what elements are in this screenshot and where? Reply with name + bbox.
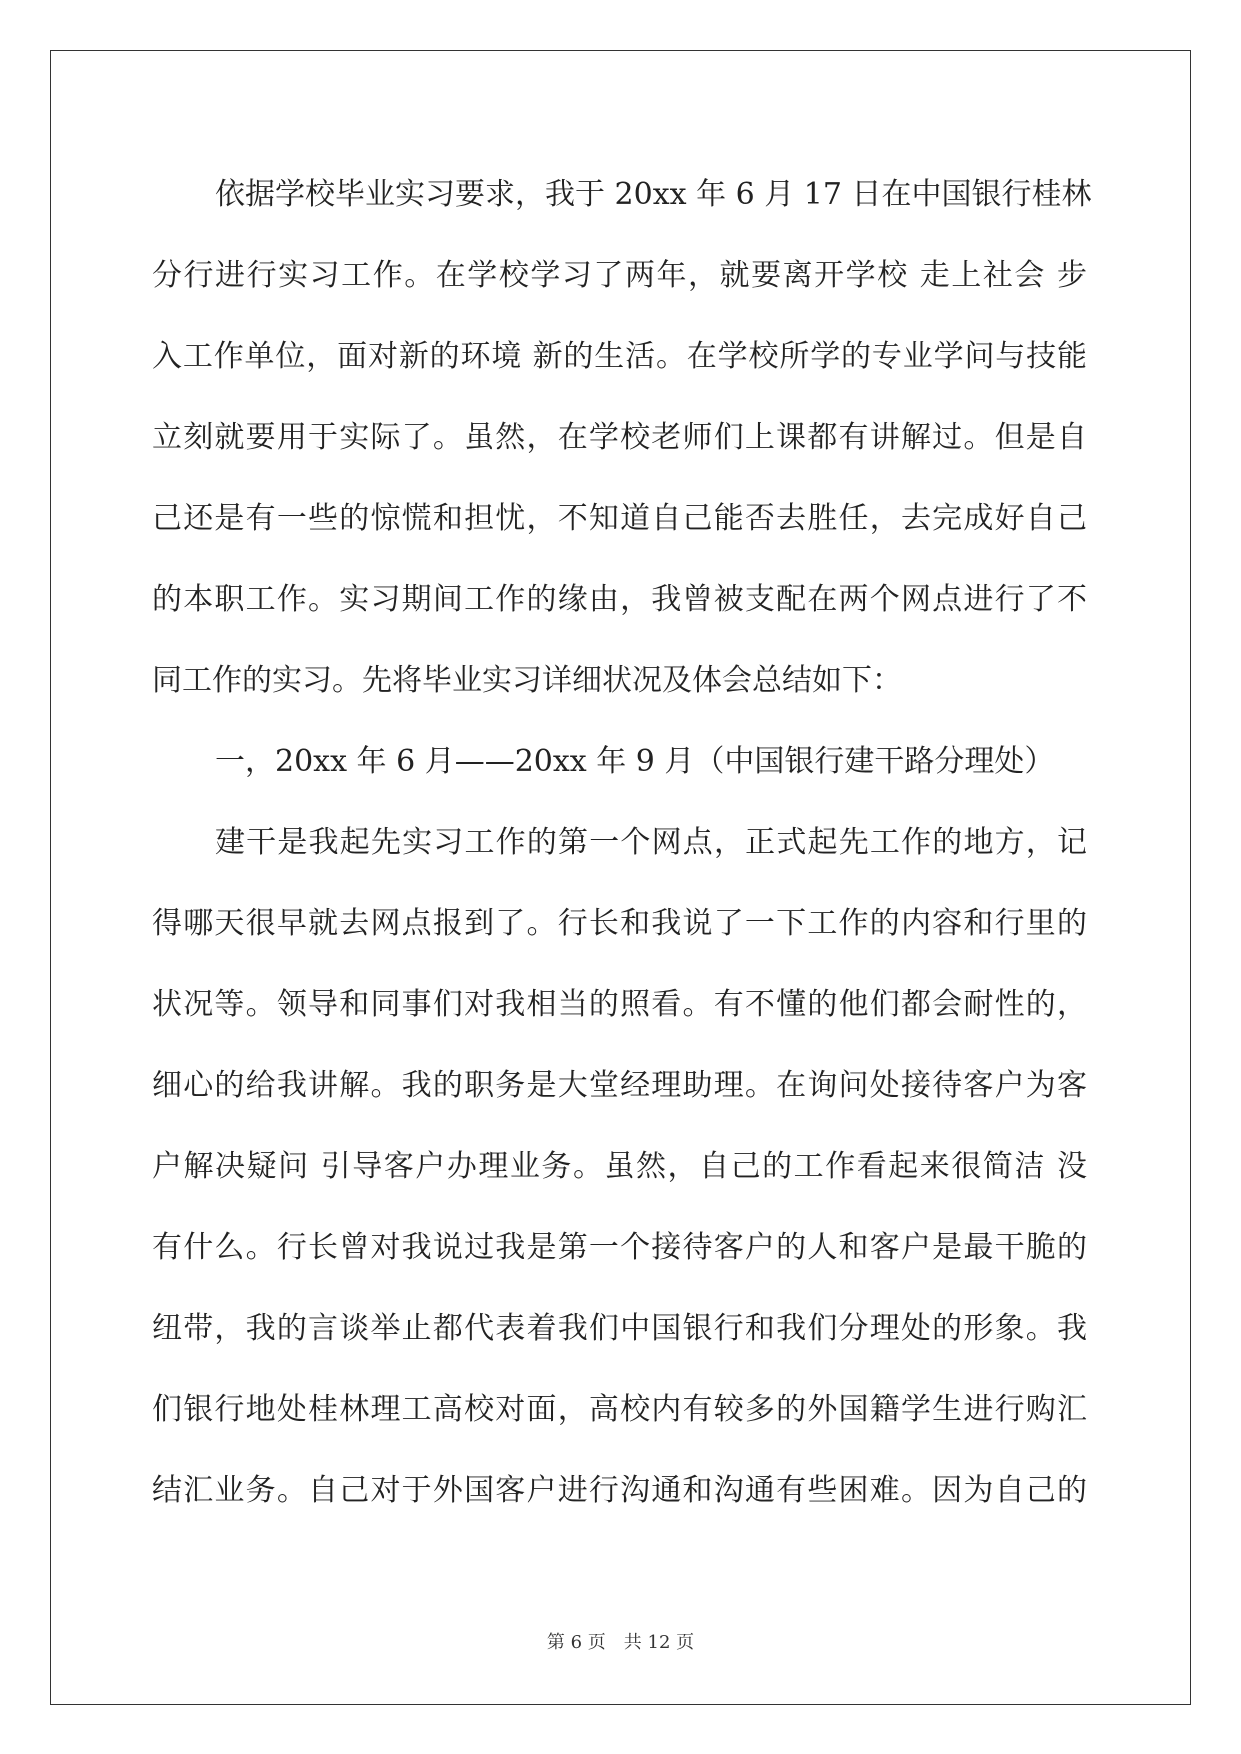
paragraph-line: 的本职工作。实习期间工作的缘由，我曾被支配在两个网点进行了不 — [152, 582, 1087, 617]
paragraph-line: 细心的给我讲解。我的职务是大堂经理助理。在询问处接待客户为客 — [152, 1068, 1087, 1103]
document-body — [152, 154, 1092, 1531]
section-heading: 一，20xx 年 6 月——20xx 年 9 月（中国银行建干路分理处） — [215, 744, 1055, 779]
paragraph-line: 有什么。行长曾对我说过我是第一个接待客户的人和客户是最干脆的 — [152, 1230, 1087, 1265]
paragraph-line: 分行进行实习工作。在学校学习了两年，就要离开学校 走上社会 步 — [152, 258, 1087, 293]
paragraph-line: 户解决疑问 引导客户办理业务。虽然，自己的工作看起来很简洁 没 — [152, 1149, 1087, 1184]
paragraph-line: 纽带，我的言谈举止都代表着我们中国银行和我们分理处的形象。我 — [152, 1311, 1087, 1346]
paragraph-line: 依据学校毕业实习要求，我于 20xx 年 6 月 17 日在中国银行桂林 — [215, 177, 1092, 212]
paragraph-line: 同工作的实习。先将毕业实习详细状况及体会总结如下： — [152, 663, 902, 698]
paragraph-line: 建干是我起先实习工作的第一个网点，正式起先工作的地方，记 — [215, 825, 1087, 860]
paragraph-line: 得哪天很早就去网点报到了。行长和我说了一下工作的内容和行里的 — [152, 906, 1087, 941]
paragraph-line: 结汇业务。自己对于外国客户进行沟通和沟通有些困难。因为自己的 — [152, 1473, 1087, 1508]
page-number: 第 6 页 — [546, 1632, 606, 1653]
paragraph-line: 入工作单位，面对新的环境 新的生活。在学校所学的专业学问与技能 — [152, 339, 1087, 374]
paragraph-line: 己还是有一些的惊慌和担忧，不知道自己能否去胜任，去完成好自己 — [152, 501, 1087, 536]
page-footer — [0, 1631, 1241, 1655]
paragraph-line: 立刻就要用于实际了。虽然，在学校老师们上课都有讲解过。但是自 — [152, 420, 1087, 455]
page-total: 共 12 页 — [623, 1632, 695, 1653]
paragraph-line: 状况等。领导和同事们对我相当的照看。有不懂的他们都会耐性的， — [152, 987, 1087, 1022]
paragraph-line: 们银行地处桂林理工高校对面，高校内有较多的外国籍学生进行购汇 — [152, 1392, 1087, 1427]
